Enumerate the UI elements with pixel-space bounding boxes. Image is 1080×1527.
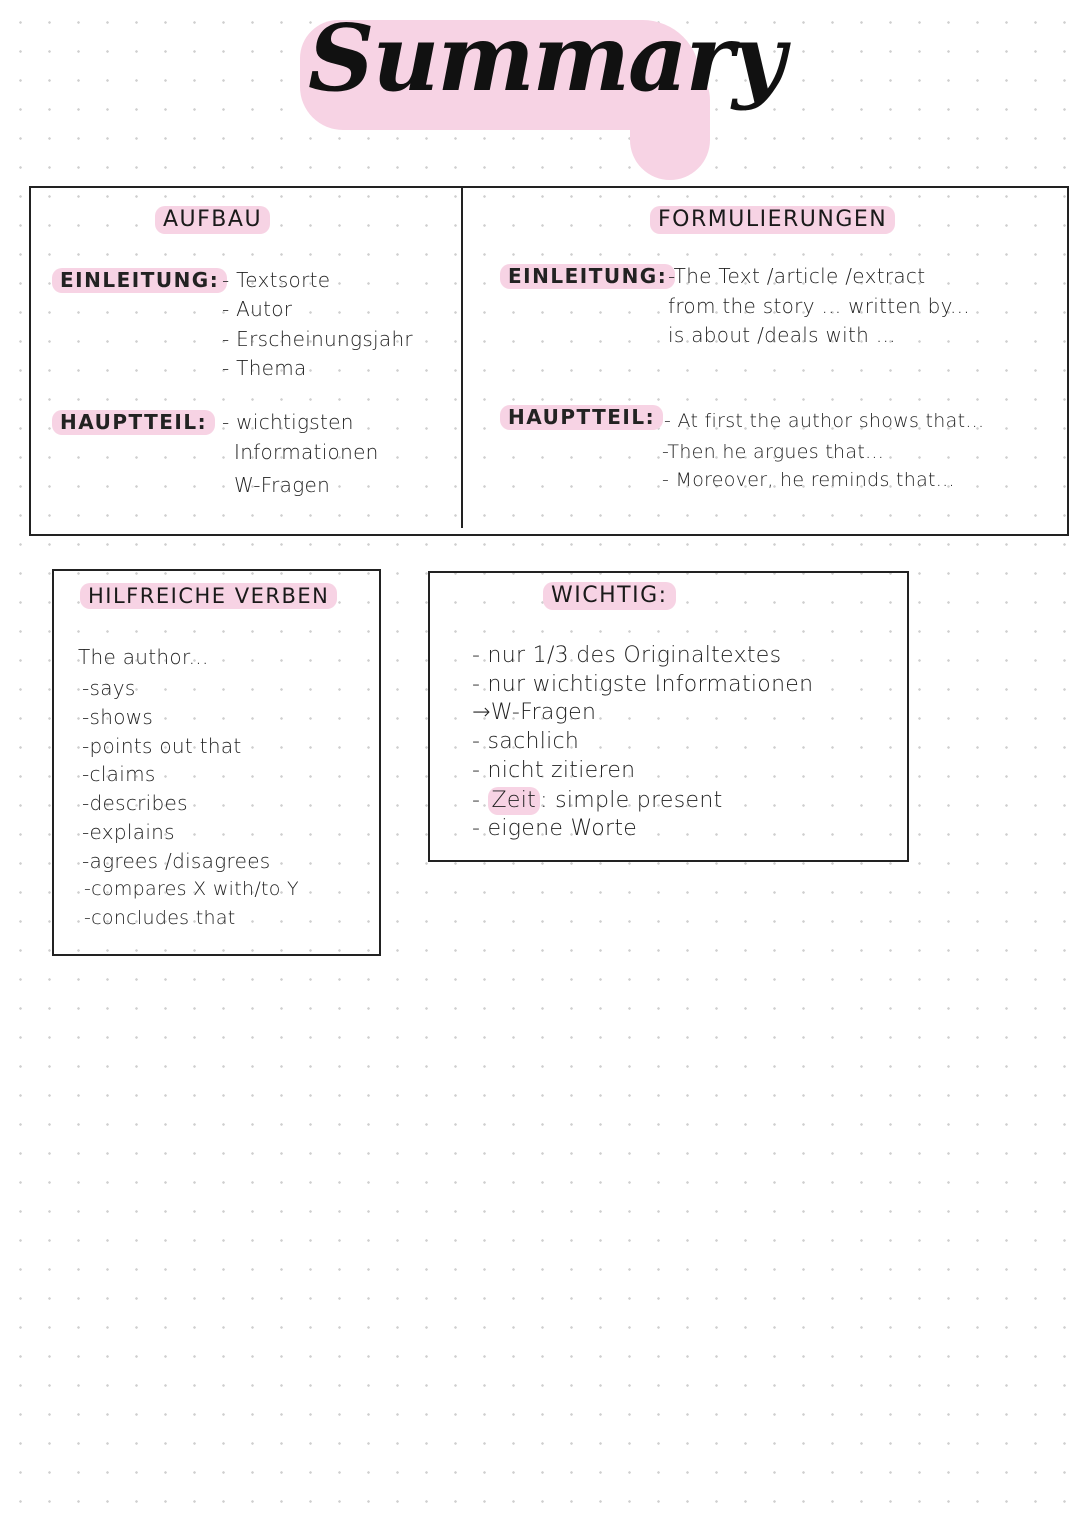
- wichtig-item: - nur wichtigste Informationen: [472, 672, 814, 697]
- column-divider: [461, 188, 463, 528]
- wichtig-zeit-item: [472, 787, 723, 815]
- aufbau-einleitung-item: - Autor: [222, 297, 293, 321]
- formulierungen-heading: FORMULIERUNGEN: [650, 206, 895, 234]
- aufbau-hauptteil-item: W-Fragen: [234, 473, 331, 497]
- verben-heading: HILFREICHE VERBEN: [80, 583, 337, 609]
- wichtig-item: →W-Fragen: [472, 700, 597, 725]
- aufbau-einleitung-item: - Erscheinungsjahr: [222, 327, 413, 351]
- aufbau-einleitung-item: - Thema: [222, 356, 307, 380]
- formulierungen-einleitung-label: EINLEITUNG:: [500, 264, 675, 289]
- verben-item: -says: [82, 676, 136, 700]
- wichtig-item: - sachlich: [472, 729, 580, 754]
- wichtig-item: - nicht zitieren: [472, 758, 636, 783]
- verben-item: -points out that: [82, 734, 242, 758]
- verben-item: -claims: [82, 762, 156, 786]
- aufbau-hauptteil-item: Informationen: [234, 440, 379, 464]
- aufbau-einleitung-item: - Textsorte: [222, 268, 331, 292]
- verben-item: -explains: [82, 820, 175, 844]
- page-title: Summary: [308, 4, 784, 112]
- aufbau-einleitung-label: EINLEITUNG:: [52, 268, 227, 293]
- wichtig-item: - nur 1/3 des Originaltextes: [472, 643, 782, 668]
- verben-item: -concludes that: [84, 907, 236, 929]
- wichtig-zeit-prefix: -: [472, 788, 488, 813]
- wichtig-item: - eigene Worte: [472, 816, 638, 841]
- verben-intro: The author...: [78, 645, 209, 669]
- formulierungen-einleitung-item: is about /deals with ...: [668, 323, 896, 347]
- formulierungen-einleitung-item: -The Text /article /extract: [668, 264, 926, 288]
- verben-item: -shows: [82, 705, 154, 729]
- formulierungen-einleitung-item: from the story ... written by...: [668, 294, 970, 318]
- formulierungen-hauptteil-item: - Moreover, he reminds that...: [662, 469, 955, 491]
- aufbau-hauptteil-item: - wichtigsten: [222, 410, 354, 434]
- formulierungen-hauptteil-item: -Then he argues that...: [662, 441, 885, 463]
- wichtig-zeit-label: Zeit: [488, 787, 541, 815]
- aufbau-hauptteil-label: HAUPTTEIL:: [52, 410, 215, 435]
- formulierungen-hauptteil-label: HAUPTTEIL:: [500, 405, 663, 430]
- verben-item: -describes: [82, 791, 188, 815]
- verben-item: -agrees /disagrees: [82, 849, 271, 873]
- title-area: [290, 0, 784, 180]
- wichtig-heading: WICHTIG:: [543, 582, 676, 610]
- aufbau-heading: AUFBAU: [155, 206, 270, 234]
- verben-item: -compares X with/to Y: [84, 878, 299, 900]
- formulierungen-hauptteil-item: - At first the author shows that...: [664, 410, 985, 432]
- wichtig-zeit-value: : simple present: [540, 788, 723, 813]
